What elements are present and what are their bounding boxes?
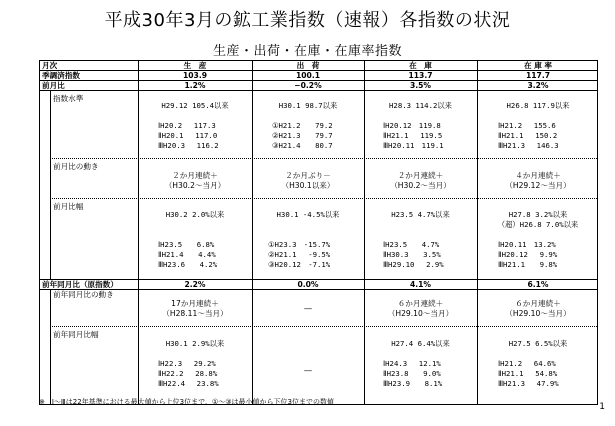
mom-trend-production: ２か月連続＋ <box>172 171 218 180</box>
index-level-rank-production-2: ⅡH20.1 117.0 <box>158 131 218 140</box>
index-level-rank-production-3: ⅢH20.3 116.2 <box>158 141 219 150</box>
yoy-trend-production-period: （H28.11～当月） <box>162 309 228 318</box>
yoy-trend-production: 17か月連続＋ <box>171 299 219 308</box>
yoy-range-rank-production-1: ⅠH22.3 29.2% <box>158 359 216 368</box>
mom-trend-shipment-period: （H30.1以来） <box>281 181 335 190</box>
mom-inventory: 3.5% <box>409 81 432 90</box>
index-level-rank-shipment-1: ①H21.2 79.2 <box>272 121 333 130</box>
yoy-range-rank-inventory-2: ⅡH23.8 9.0% <box>383 369 441 378</box>
sub-divider <box>50 198 597 199</box>
yoy-range-rank-inventory-ratio-3: ⅢH21.3 47.9% <box>498 379 559 388</box>
yoy-range-rank-production-2: ⅡH22.2 28.8% <box>158 369 218 378</box>
row-label-index-level: 指数水準 <box>53 94 84 103</box>
mom-shipment: −0.2% <box>294 81 322 90</box>
row-label-mom: 前月比 <box>42 81 65 90</box>
row-label-mom-range: 前月比幅 <box>53 202 84 211</box>
mom-trend-inventory: ２か月連続＋ <box>397 171 444 180</box>
mom-production: 1.2% <box>184 81 206 90</box>
col-divider <box>364 61 365 404</box>
yoy-range-rank-inventory-ratio-1: ⅠH21.2 64.6% <box>498 359 556 368</box>
mom-range-since-inventory: H23.5 4.7%以来 <box>391 210 450 219</box>
sub-divider <box>50 326 597 327</box>
mom-trend-inventory-ratio: ４か月連続＋ <box>515 171 561 180</box>
header-production: 生 産 <box>183 61 207 70</box>
sa-production: 103.9 <box>182 71 208 80</box>
index-level-rank-inventory-3: ⅢH20.11 119.1 <box>383 141 444 150</box>
mom-range-rank-production-1: ⅠH23.5 6.8% <box>158 240 215 249</box>
mom-range-rank-inventory-1: ⅠH23.5 4.7% <box>383 240 440 249</box>
index-level-rank-inventory-ratio-2: ⅡH21.1 150.2 <box>498 131 558 140</box>
index-level-rank-production-1: ⅠH20.2 117.3 <box>158 121 216 130</box>
index-level-rank-inventory-ratio-3: ⅢH21.3 146.3 <box>498 141 559 150</box>
col-divider <box>138 61 139 404</box>
col-divider <box>477 61 478 404</box>
mom-inventory-ratio: 3.2% <box>527 81 549 90</box>
index-level-rank-inventory-2: ⅡH21.1 119.5 <box>383 131 443 140</box>
yoy-inventory: 4.1% <box>409 280 432 289</box>
yoy-range-rank-production-3: ⅢH22.4 23.8% <box>158 379 219 388</box>
mom-range-since-shipment: H30.1 -4.5%以来 <box>276 210 340 219</box>
mom-trend-inventory-ratio-period: （H29.12～当月） <box>505 181 571 190</box>
mom-range-rank-inventory-ratio-1: ⅠH20.11 13.2% <box>498 240 556 249</box>
index-level-since-shipment: H30.1 98.7以来 <box>278 101 338 110</box>
yoy-trend-inventory-period: （H29.10～当月） <box>387 309 454 318</box>
indent-line <box>50 289 51 404</box>
header-inventory: 在 庫 <box>409 61 432 70</box>
indices-table <box>39 60 598 405</box>
sub-divider <box>50 158 597 159</box>
yoy-inventory-ratio: 6.1% <box>527 280 549 289</box>
mom-range-since-inventory-ratio-extra: （超）H26.8 7.0%以来 <box>497 220 579 229</box>
mom-range-rank-shipment-3: ③H20.12 -7.1% <box>268 260 331 269</box>
row-label-sa: 季調済指数 <box>42 71 80 80</box>
row-label-yoy-trend: 前年同月比の動き <box>53 290 114 299</box>
mom-range-since-inventory-ratio: H27.8 3.2%以来 <box>508 210 568 219</box>
mom-trend-inventory-period: （H30.2～当月） <box>390 181 451 190</box>
page-subtitle: 生産・出荷・在庫・在庫率指数 <box>212 44 402 59</box>
row-label-yoy-range: 前年同月比幅 <box>53 330 99 339</box>
mom-trend-shipment: ２か月ぶり－ <box>285 171 331 180</box>
index-level-since-inventory: H28.3 114.2以来 <box>389 101 452 110</box>
page-number: 1 <box>599 402 605 412</box>
yoy-trend-shipment: ― <box>304 304 312 313</box>
col-divider <box>252 61 253 404</box>
page-title: 平成30年3月の鉱工業指数（速報）各指数の状況 <box>104 10 511 31</box>
mom-range-rank-production-3: ⅢH23.6 4.2% <box>158 260 218 269</box>
index-level-rank-shipment-2: ②H21.3 79.7 <box>272 131 333 140</box>
header-shipment: 出 荷 <box>296 61 320 70</box>
mom-range-rank-inventory-ratio-3: ⅢH21.1 9.8% <box>498 260 558 269</box>
indent-line <box>50 90 51 279</box>
mom-range-rank-inventory-ratio-2: ⅡH20.12 9.9% <box>498 250 558 259</box>
mom-trend-production-period: （H30.2～当月） <box>164 181 226 190</box>
yoy-shipment: 0.0% <box>297 280 319 289</box>
yoy-range-rank-inventory-3: ⅢH23.9 8.1% <box>383 379 443 388</box>
mom-range-rank-inventory-3: ⅢH29.10 2.9% <box>383 260 444 269</box>
index-level-since-production: H29.12 105.4以来 <box>161 101 229 110</box>
yoy-range-since-shipment: ― <box>304 366 312 375</box>
mom-range-since-production: H30.2 2.0%以来 <box>165 210 225 219</box>
row-label-mom-trend: 前月比の動き <box>53 162 99 171</box>
yoy-trend-inventory-ratio: ６か月連続＋ <box>515 299 561 308</box>
index-level-rank-shipment-3: ③H21.4 80.7 <box>272 141 333 150</box>
sa-inventory-ratio: 117.7 <box>525 71 551 80</box>
yoy-range-rank-inventory-1: ⅠH24.3 12.1% <box>383 359 441 368</box>
index-level-rank-inventory-ratio-1: ⅠH21.2 155.6 <box>498 121 556 130</box>
yoy-trend-inventory: ６か月連続＋ <box>397 299 444 308</box>
yoy-trend-inventory-ratio-period: （H29.10～当月） <box>505 309 571 318</box>
yoy-range-rank-inventory-ratio-2: ⅡH21.1 54.8% <box>498 369 558 378</box>
footnote: ※ Ⅰ～Ⅲは22年基準における最大値から上位3位まで、①～③は最小値から下位3位までの数値 <box>39 398 334 406</box>
row-label-yoy: 前年同月比（原指数） <box>42 280 118 289</box>
index-level-rank-inventory-1: ⅠH20.12 119.8 <box>383 121 441 130</box>
mom-range-rank-shipment-2: ②H21.1 -9.5% <box>268 250 331 259</box>
header-inventory-ratio: 在 庫 率 <box>523 61 553 70</box>
index-level-since-inventory-ratio: H26.8 117.9以来 <box>506 101 570 110</box>
header-month: 月次 <box>42 61 58 70</box>
sa-inventory: 113.7 <box>408 71 433 80</box>
mom-range-rank-production-2: ⅡH21.4 4.4% <box>158 250 216 259</box>
yoy-range-since-inventory: H27.4 6.4%以来 <box>391 339 450 348</box>
yoy-range-since-inventory-ratio: H27.5 6.5%以来 <box>508 339 568 348</box>
yoy-range-since-production: H30.1 2.9%以来 <box>165 339 225 348</box>
mom-range-rank-inventory-2: ⅡH30.3 3.5% <box>383 250 441 259</box>
yoy-production: 2.2% <box>184 280 206 289</box>
sa-shipment: 100.1 <box>295 71 321 80</box>
mom-range-rank-shipment-1: ①H23.3 -15.7% <box>268 240 331 249</box>
